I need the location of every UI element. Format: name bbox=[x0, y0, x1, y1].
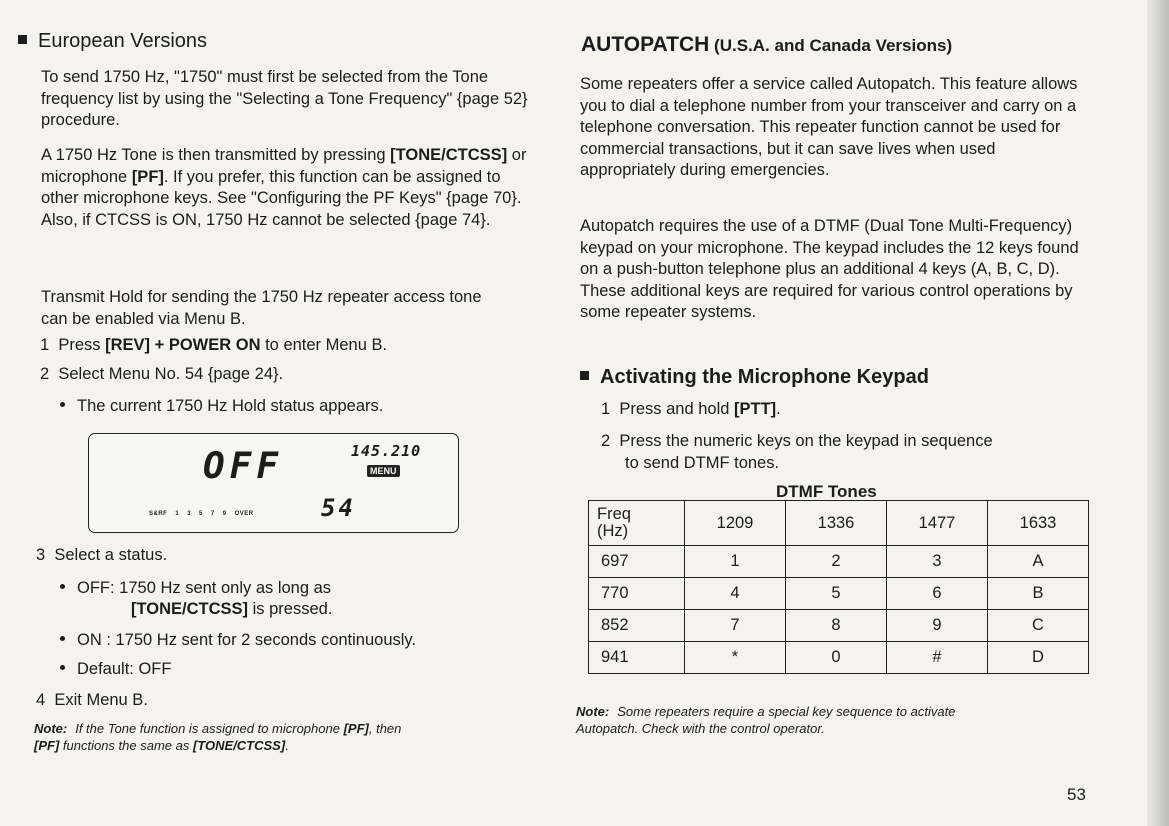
lcd-indicator: S&RF bbox=[149, 511, 168, 517]
lcd-indicator: OVER bbox=[234, 511, 254, 517]
page-edge bbox=[1147, 0, 1169, 826]
bullet-default: Default: OFF bbox=[60, 659, 171, 681]
bullet-on: ON : 1750 Hz sent for 2 seconds continuously. bbox=[60, 630, 416, 652]
section-heading-european: European Versions bbox=[18, 30, 207, 53]
dtmf-col-header: 1633 bbox=[988, 501, 1089, 546]
page-number: 53 bbox=[1067, 785, 1086, 804]
dtmf-key-cell: 6 bbox=[887, 578, 988, 610]
keypad-step-1: 1 Press and hold [PTT]. bbox=[601, 400, 781, 418]
dtmf-key-cell: * bbox=[685, 642, 786, 674]
dtmf-row bbox=[589, 610, 1089, 642]
lcd-display bbox=[88, 433, 459, 533]
dtmf-col-header: 1477 bbox=[887, 501, 988, 546]
dtmf-row-freq: 770 bbox=[589, 578, 685, 610]
dtmf-row-freq: 941 bbox=[589, 642, 685, 674]
keypad-step-2: 2 Press the numeric keys on the keypad in sequence bbox=[601, 432, 993, 450]
dtmf-key-cell: 9 bbox=[887, 610, 988, 642]
dtmf-key-cell: 8 bbox=[786, 610, 887, 642]
dtmf-key-cell: D bbox=[988, 642, 1089, 674]
lcd-indicator: 1 bbox=[175, 511, 180, 517]
section-heading-autopatch: AUTOPATCH (U.S.A. and Canada Versions) bbox=[581, 33, 953, 56]
dtmf-key-cell: 1 bbox=[685, 546, 786, 578]
dtmf-corner-cell: Freq (Hz) bbox=[589, 501, 685, 546]
bullet-dot-icon bbox=[60, 584, 65, 589]
lcd-indicator: 3 bbox=[187, 511, 192, 517]
dtmf-key-cell: 0 bbox=[786, 642, 887, 674]
square-bullet-icon bbox=[18, 35, 27, 44]
step-1: 1 Press [REV] + POWER ON to enter Menu B. bbox=[40, 336, 388, 354]
lcd-indicator-row bbox=[149, 511, 262, 517]
step-4: 4 Exit Menu B. bbox=[36, 691, 148, 709]
dtmf-key-cell: 7 bbox=[685, 610, 786, 642]
lcd-frequency: 145.210 bbox=[351, 442, 422, 460]
lcd-main-readout: OFF bbox=[203, 446, 284, 487]
dtmf-key-cell: 2 bbox=[786, 546, 887, 578]
bullet-off-continuation: [TONE/CTCSS] is pressed. bbox=[131, 600, 333, 618]
dtmf-header-row bbox=[589, 501, 1089, 546]
dtmf-table bbox=[588, 500, 1089, 674]
bullet-hold-status: The current 1750 Hz Hold status appears. bbox=[60, 396, 383, 418]
dtmf-col-header: 1336 bbox=[786, 501, 887, 546]
dtmf-row bbox=[589, 642, 1089, 674]
keypad-step-2-continuation: to send DTMF tones. bbox=[625, 454, 780, 472]
lcd-indicator: 7 bbox=[210, 511, 215, 517]
dtmf-key-cell: 3 bbox=[887, 546, 988, 578]
dtmf-key-cell: # bbox=[887, 642, 988, 674]
lcd-indicator: 9 bbox=[222, 511, 227, 517]
step-2: 2 Select Menu No. 54 {page 24}. bbox=[40, 365, 284, 383]
dtmf-key-cell: 4 bbox=[685, 578, 786, 610]
note-left: Note: If the Tone function is assigned to microphone [PF], then [PF] functions the same as [TONE/CTCSS]. bbox=[34, 721, 402, 753]
paragraph-dtmf-keypad: Autopatch requires the use of a DTMF (Dual Tone Multi-Frequency) keypad on your microphone. The keypad includes the 12 keys found on a push-button telephone plus an additional 4 keys (A, B, C, D). These additional keys are required for various control operations by some repeater systems. bbox=[580, 217, 1079, 321]
dtmf-key-cell: C bbox=[988, 610, 1089, 642]
note-right: Note: Some repeaters require a special key sequence to activate Autopatch. Check with the control operator. bbox=[576, 704, 956, 736]
dtmf-row bbox=[589, 546, 1089, 578]
lcd-indicator: 5 bbox=[199, 511, 203, 517]
dtmf-row bbox=[589, 578, 1089, 610]
lcd-menu-number: 54 bbox=[321, 494, 356, 522]
paragraph-tone-transmit: A 1750 Hz Tone is then transmitted by pressing [TONE/CTCSS] or microphone [PF]. If you prefer, this function can be assigned to other microphone keys. See "Configuring the PF Keys" {page 70}. Also, if CTCSS is ON, 1750 Hz cannot be selected {page 74}. bbox=[41, 146, 527, 229]
dtmf-key-cell: 5 bbox=[786, 578, 887, 610]
paragraph-autopatch-intro: Some repeaters offer a service called Autopatch. This feature allows you to dial a telephone number from your transceiver and carry on a telephone conversation. This repeater function cannot be used for commercial transactions, but it can save lives when used appropriately during emergencies. bbox=[580, 75, 1078, 179]
lcd-menu-indicator: MENU bbox=[367, 465, 400, 477]
paragraph-transmit-hold: Transmit Hold for sending the 1750 Hz repeater access tone can be enabled via Menu B. bbox=[41, 288, 482, 328]
dtmf-row-freq: 852 bbox=[589, 610, 685, 642]
dtmf-key-cell: B bbox=[988, 578, 1089, 610]
paragraph-1750-selection: To send 1750 Hz, "1750" must first be selected from the Tone frequency list by using the "Selecting a Tone Frequency" {page 52} procedure. bbox=[41, 68, 528, 129]
dtmf-key-cell: A bbox=[988, 546, 1089, 578]
square-bullet-icon bbox=[580, 371, 589, 380]
dtmf-col-header: 1209 bbox=[685, 501, 786, 546]
dtmf-table-title: DTMF Tones bbox=[776, 482, 877, 501]
step-3: 3 Select a status. bbox=[36, 546, 168, 564]
section-heading-keypad: Activating the Microphone Keypad bbox=[580, 366, 929, 389]
bullet-off: OFF: 1750 Hz sent only as long as bbox=[60, 578, 331, 600]
dtmf-row-freq: 697 bbox=[589, 546, 685, 578]
bullet-dot-icon bbox=[60, 402, 65, 407]
bullet-dot-icon bbox=[60, 636, 65, 641]
bullet-dot-icon bbox=[60, 665, 65, 670]
